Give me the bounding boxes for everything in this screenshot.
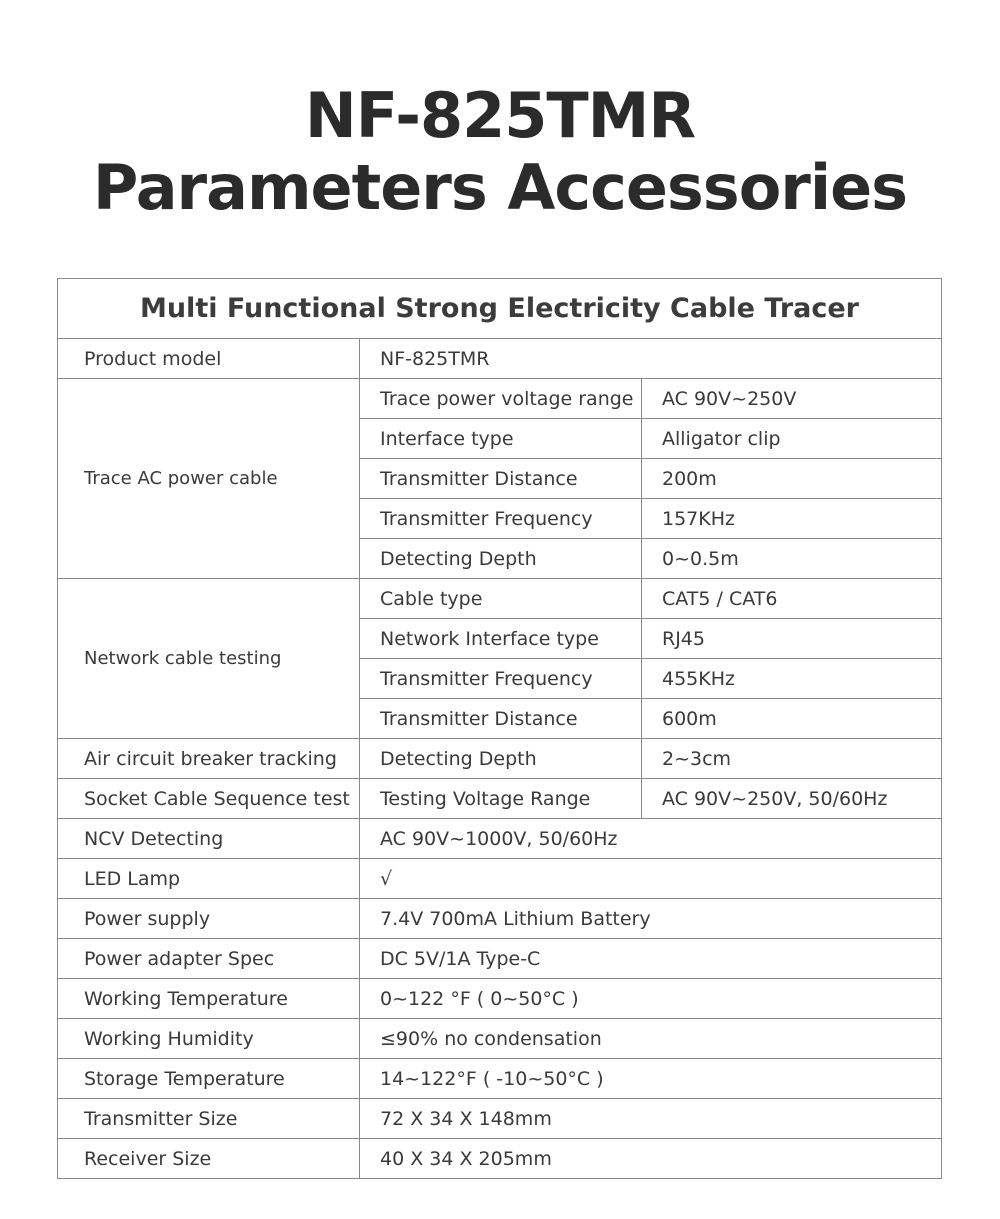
row-value: AC 90V~250V [642,379,942,419]
table-row [58,979,942,1019]
row-value: ≤90% no condensation [360,1019,942,1059]
row-value: DC 5V/1A Type-C [360,939,942,979]
row-sublabel: Transmitter Distance [360,459,642,499]
row-label: Transmitter Size [58,1099,360,1139]
table-row [58,939,942,979]
table-row [58,739,942,779]
page-title-subtitle: Parameters Accessories [92,151,908,224]
group-label-network: Network cable testing [58,579,360,739]
row-sublabel: Network Interface type [360,619,642,659]
row-label: Working Humidity [58,1019,360,1059]
row-label: LED Lamp [58,859,360,899]
row-value: Alligator clip [642,419,942,459]
row-sublabel: Cable type [360,579,642,619]
table-row [58,1019,942,1059]
spec-table [57,278,942,1179]
table-row [58,779,942,819]
table-row [58,579,942,619]
row-value: 40 X 34 X 205mm [360,1139,942,1179]
row-sublabel: Transmitter Frequency [360,659,642,699]
row-value: CAT5 / CAT6 [642,579,942,619]
table-row [58,1059,942,1099]
row-value: 14~122°F ( -10~50°C ) [360,1059,942,1099]
row-label: Power adapter Spec [58,939,360,979]
row-sublabel: Trace power voltage range [360,379,642,419]
table-row [58,379,942,419]
row-value: 0~122 °F ( 0~50°C ) [360,979,942,1019]
row-value: RJ45 [642,619,942,659]
table-header: Multi Functional Strong Electricity Cable Tracer [58,279,942,339]
row-label: Working Temperature [58,979,360,1019]
row-label: Storage Temperature [58,1059,360,1099]
row-sublabel: Transmitter Distance [360,699,642,739]
row-sublabel: Transmitter Frequency [360,499,642,539]
row-label: NCV Detecting [58,819,360,859]
row-label: Air circuit breaker tracking [58,739,360,779]
row-value: AC 90V~250V, 50/60Hz [642,779,942,819]
table-row [58,339,942,379]
row-label: Receiver Size [58,1139,360,1179]
row-sublabel: Interface type [360,419,642,459]
row-value: 157KHz [642,499,942,539]
table-row [58,1099,942,1139]
table-row [58,819,942,859]
row-sublabel: Testing Voltage Range [360,779,642,819]
table-row [58,899,942,939]
group-label-trace-ac: Trace AC power cable [58,379,360,579]
row-sublabel: Detecting Depth [360,539,642,579]
row-value: 455KHz [642,659,942,699]
row-sublabel: Detecting Depth [360,739,642,779]
row-value: 0~0.5m [642,539,942,579]
row-label: Product model [58,339,360,379]
row-value: 200m [642,459,942,499]
table-row [58,1139,942,1179]
row-value: 72 X 34 X 148mm [360,1099,942,1139]
row-value: AC 90V~1000V, 50/60Hz [360,819,942,859]
table-row [58,859,942,899]
row-value: 7.4V 700mA Lithium Battery [360,899,942,939]
row-value: 2~3cm [642,739,942,779]
row-value: √ [360,859,942,899]
row-value: NF-825TMR [360,339,942,379]
row-label: Power supply [58,899,360,939]
page-title-model: NF-825TMR [304,79,696,152]
row-label: Socket Cable Sequence test [58,779,360,819]
row-value: 600m [642,699,942,739]
